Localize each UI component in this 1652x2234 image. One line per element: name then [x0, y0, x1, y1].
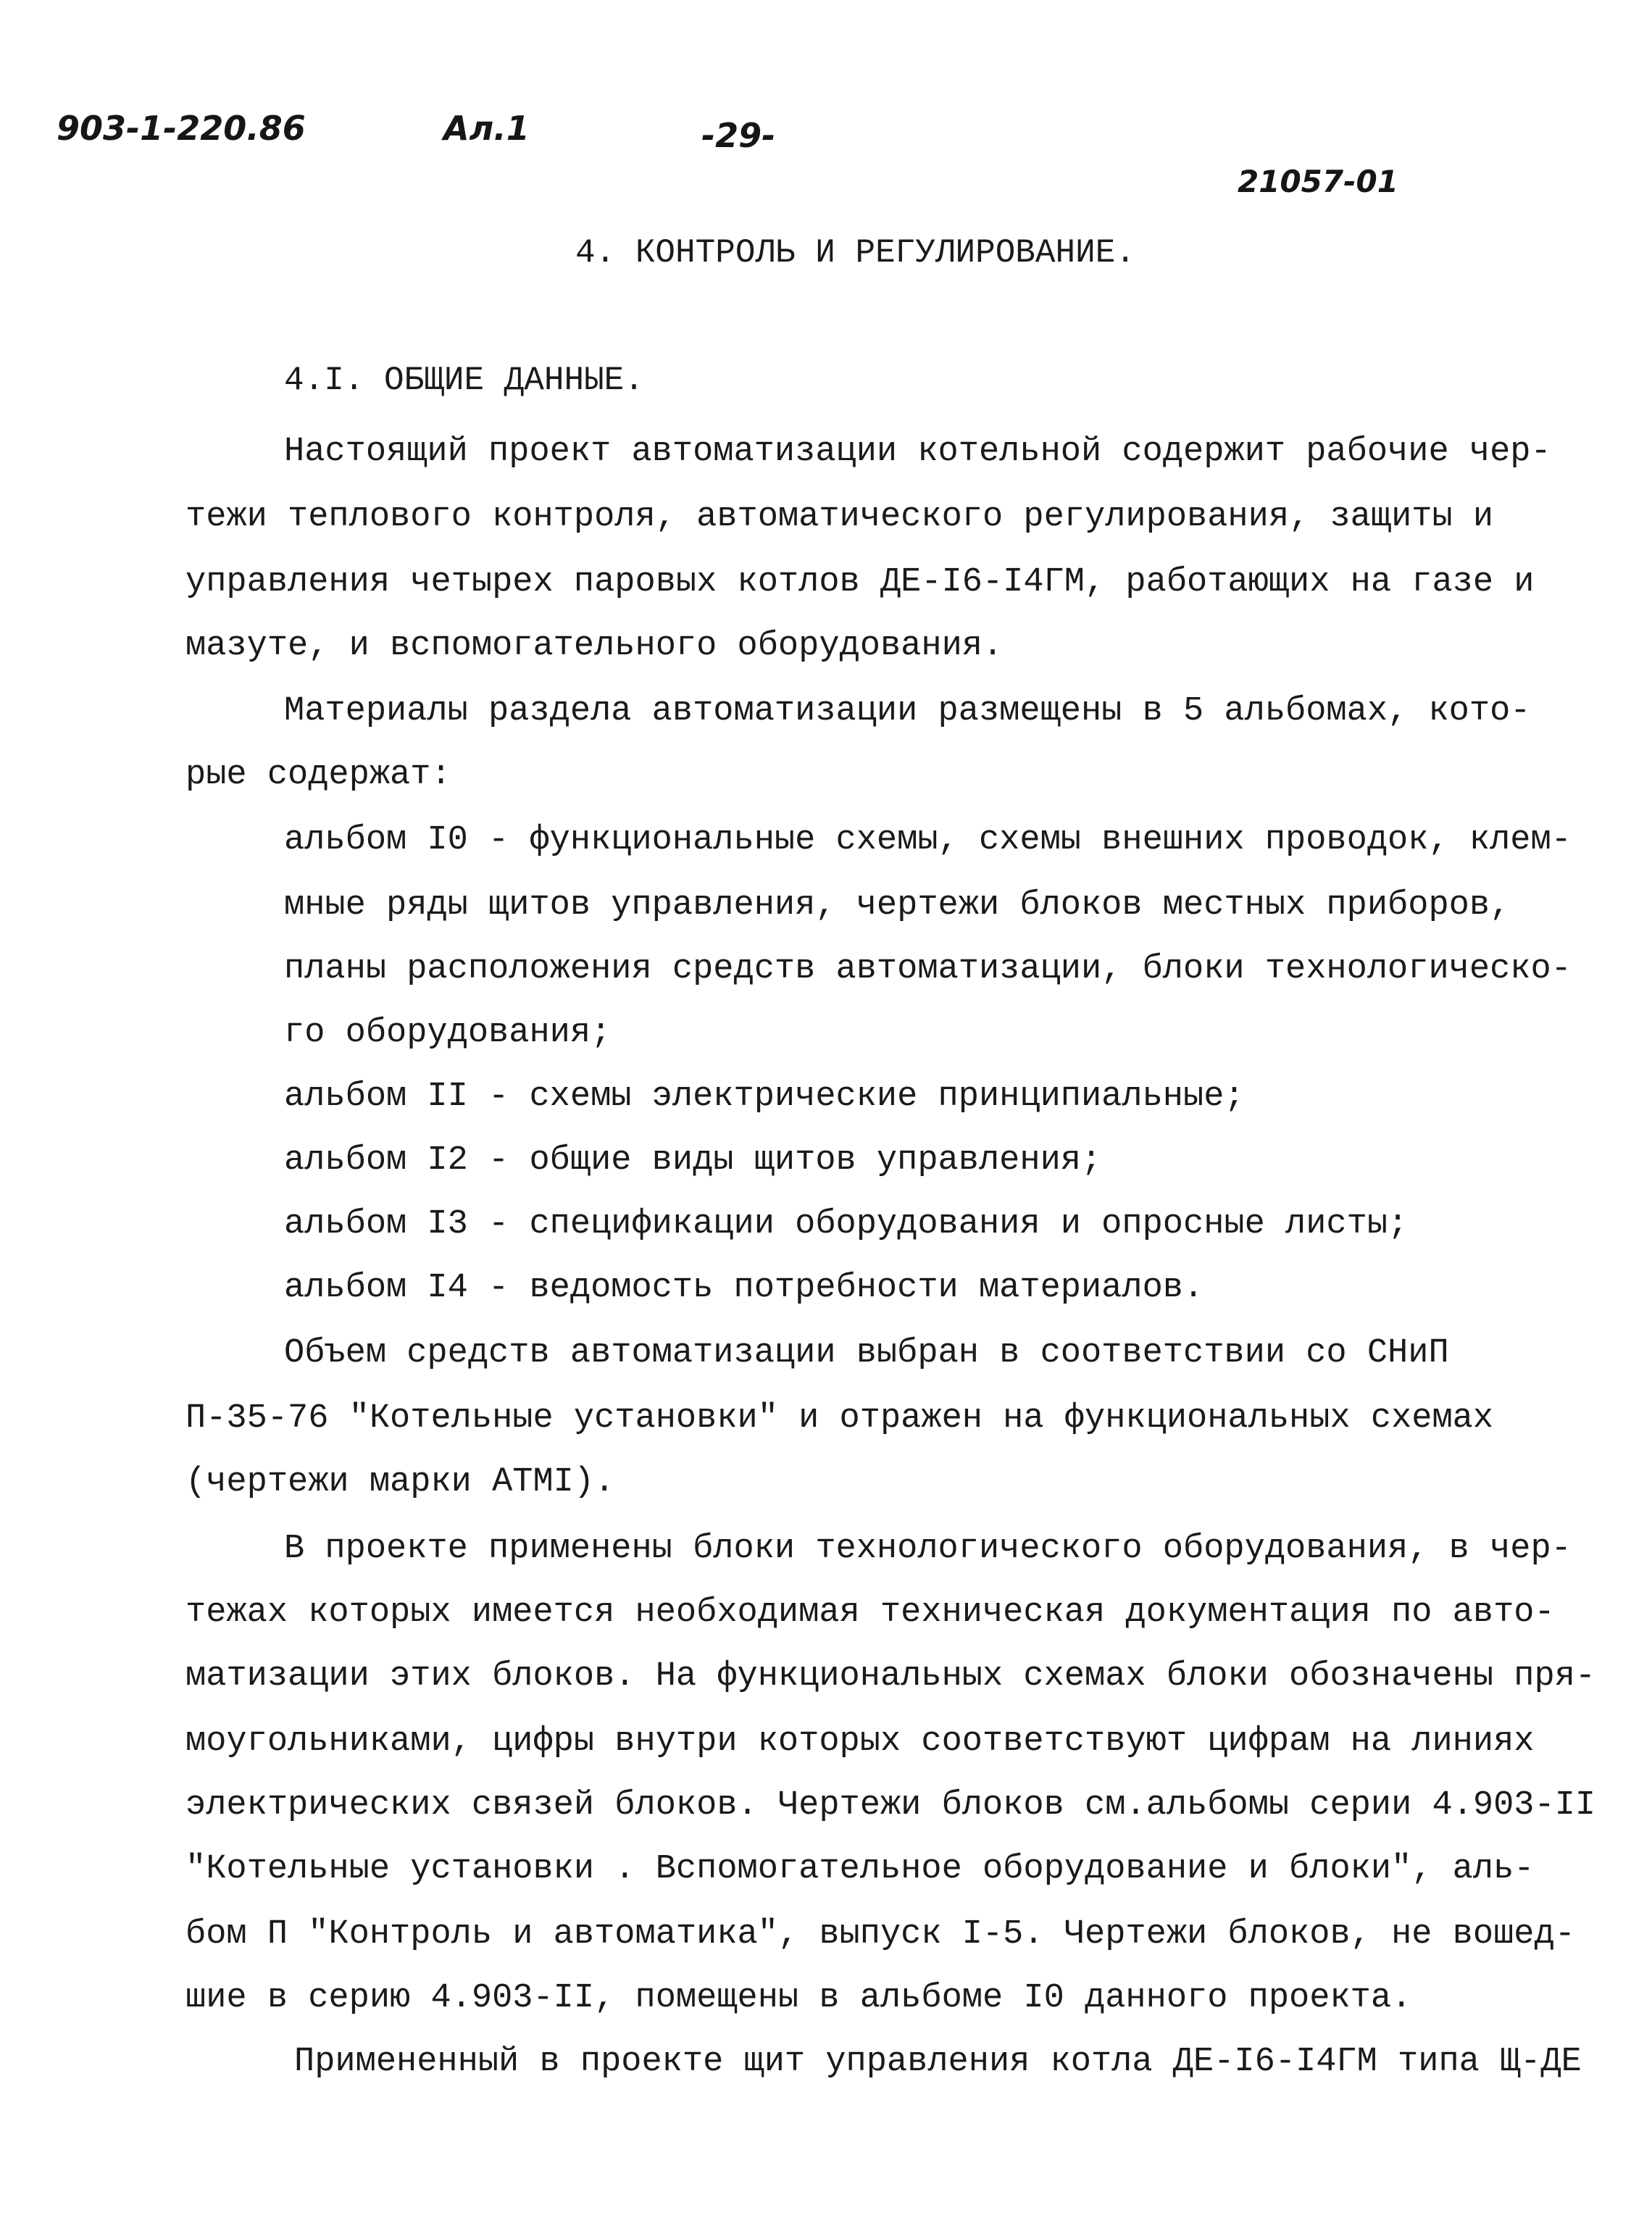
list-item: альбом I3 - спецификации оборудования и опросные листы;	[284, 1205, 1409, 1243]
doc-code: 903-1-220.86	[57, 109, 306, 148]
paragraph-line: матизации этих блоков. На функциональных схемах блоки обозначены пря-	[185, 1657, 1596, 1696]
paragraph-line: мазуте, и вспомогательного оборудования.	[185, 627, 1004, 665]
paragraph-line: Примененный в проекте щит управления котла ДЕ-I6-I4ГМ типа Щ-ДЕ	[294, 2043, 1582, 2081]
paragraph-line: бом П "Контроль и автоматика", выпуск I-5. Чертежи блоков, не вошед-	[185, 1915, 1575, 1954]
section-title: 4. КОНТРОЛЬ И РЕГУЛИРОВАНИЕ.	[575, 234, 1135, 272]
section-subtitle: 4.I. ОБЩИЕ ДАННЫЕ.	[284, 362, 644, 399]
paragraph-line: Объем средств автоматизации выбран в соответствии со СНиП	[284, 1334, 1449, 1372]
paragraph-line: В проекте применены блоки технологического оборудования, в чер-	[284, 1530, 1572, 1568]
paragraph-line: (чертежи марки АТМI).	[185, 1463, 615, 1501]
archive-number: 21057-01	[1238, 164, 1398, 199]
paragraph-line: шие в серию 4.903-II, помещены в альбоме I0 данного проекта.	[185, 1979, 1412, 2017]
list-item: альбом II - схемы электрические принципиальные;	[284, 1078, 1245, 1116]
paragraph-line: тежах которых имеется необходимая техническая документация по авто-	[185, 1593, 1555, 1632]
list-item: альбом I0 - функциональные схемы, схемы внешних проводок, клем-	[284, 821, 1572, 859]
paragraph-line: управления четырех паровых котлов ДЕ-I6-I4ГМ, работающих на газе и	[185, 563, 1535, 601]
paragraph-line: рые содержат:	[185, 756, 451, 794]
paragraph-line: Настоящий проект автоматизации котельной содержит рабочие чер-	[284, 433, 1551, 471]
paragraph-line: электрических связей блоков. Чертежи блоков см.альбомы серии 4.903-II	[185, 1786, 1596, 1825]
paragraph-line: Материалы раздела автоматизации размещены в 5 альбомах, кото-	[284, 692, 1531, 730]
list-item: планы расположения средств автоматизации, блоки технологическо-	[284, 950, 1572, 988]
list-item: мные ряды щитов управления, чертежи блоков местных приборов,	[284, 886, 1511, 925]
list-item: го оборудования;	[284, 1014, 612, 1052]
album-mark: Ал.1	[443, 109, 530, 148]
paragraph-line: моугольниками, цифры внутри которых соответствуют цифрам на линиях	[185, 1722, 1535, 1761]
paragraph-line: "Котельные установки . Вспомогательное оборудование и блоки", аль-	[185, 1850, 1535, 1888]
page-number: -29-	[701, 116, 776, 155]
list-item: альбом I4 - ведомость потребности материалов.	[284, 1269, 1204, 1307]
list-item: альбом I2 - общие виды щитов управления;	[284, 1141, 1102, 1180]
paragraph-line: тежи теплового контроля, автоматического регулирования, защиты и	[185, 498, 1494, 536]
paragraph-line: П-35-76 "Котельные установки" и отражен на функциональных схемах	[185, 1399, 1494, 1438]
